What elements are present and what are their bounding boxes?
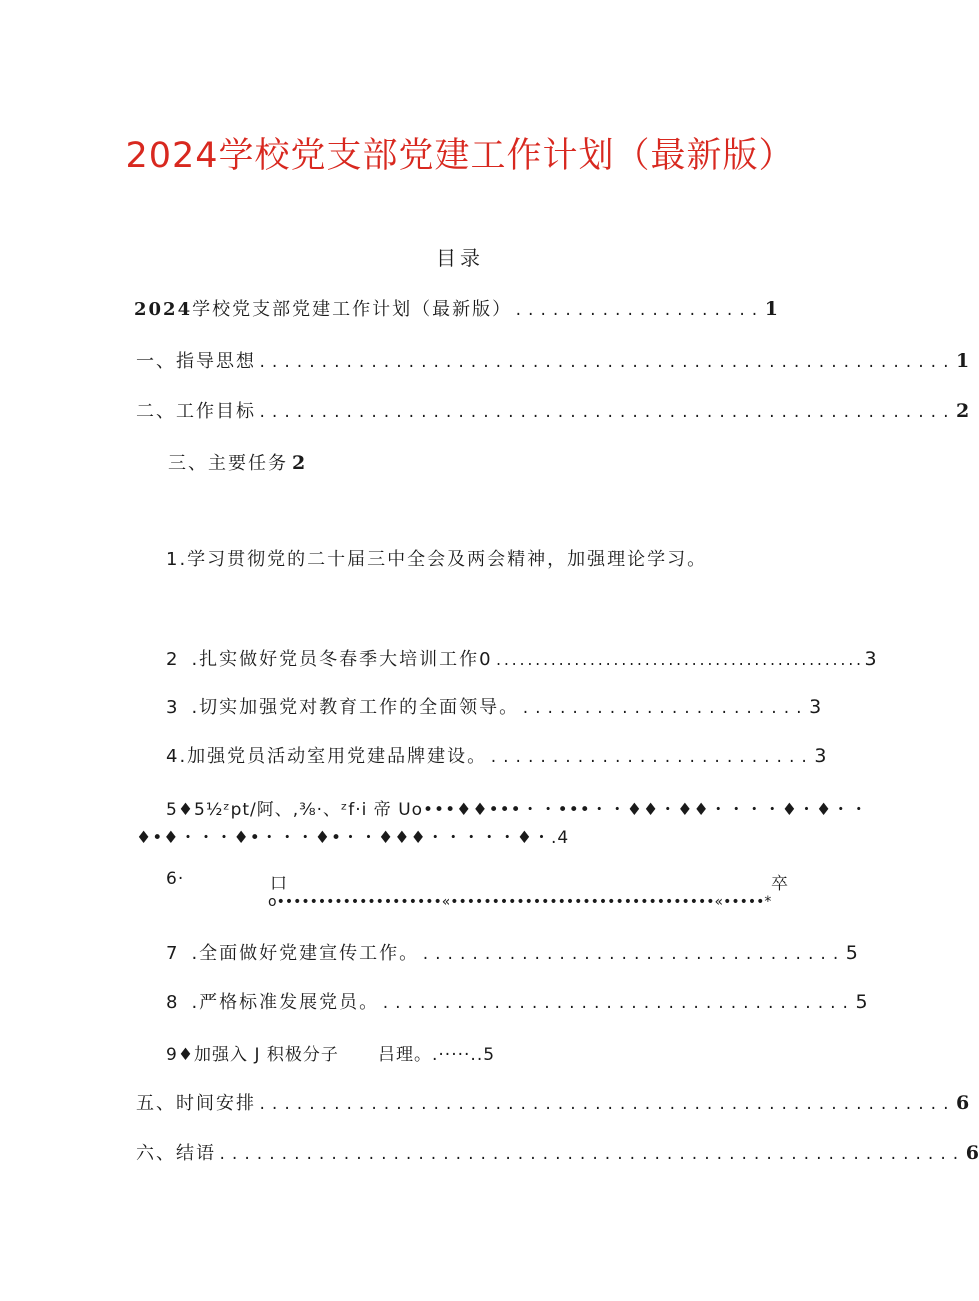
toc-entry-label: 学校党支部党建工作计划（最新版） — [192, 299, 513, 320]
toc-entry-label: .全面做好党建宣传工作。 — [191, 943, 420, 964]
toc-page-number: 3 — [814, 745, 827, 767]
toc-page-number: 2 — [956, 400, 970, 422]
toc-entry-main-tasks[interactable] — [168, 449, 305, 477]
toc-page-number: 5 — [845, 942, 858, 964]
toc-entry-task-5-line1[interactable]: 5♦5½ᶻpt/阿、,⅜·、ᶻf·i 帝 Uo•••♦♦•••・・•••・・♦♦・♦♦・・・・♦・♦・・ — [166, 800, 869, 820]
toc-entry-guiding-thought[interactable] — [136, 347, 970, 375]
toc-leader-dots: .......................... — [489, 750, 813, 766]
toc-entry-task-6-box: 口 — [270, 874, 288, 894]
toc-entry-label: .严格标准发展党员。 — [191, 992, 380, 1013]
toc-leader-dots: ............................................................ — [218, 1147, 964, 1163]
toc-entry-task-9[interactable]: 9♦加强入 J 积极分子 — [166, 1045, 339, 1065]
toc-leader-dots: ...................................... — [381, 996, 854, 1012]
toc-entry-task-7[interactable] — [166, 939, 858, 967]
toc-page-number: 3 — [864, 648, 877, 670]
toc-entry-label: .扎实做好党员冬春季大培训工作0 — [191, 649, 493, 670]
toc-page-number: 3 — [809, 696, 822, 718]
toc-leader-dots: ............................................... — [494, 654, 863, 669]
toc-entry-number: 8 — [166, 992, 178, 1013]
toc-page-number: 6 — [956, 1092, 970, 1114]
toc-entry-task-4[interactable] — [166, 742, 827, 770]
toc-leader-dots: .................................. — [421, 947, 844, 963]
toc-entry-conclusion[interactable] — [136, 1139, 979, 1167]
toc-page-number: 6 — [965, 1142, 979, 1164]
toc-entry-number: 7 — [166, 943, 178, 964]
toc-entry-year: 2024 — [134, 299, 193, 320]
toc-entry-title[interactable] — [134, 295, 778, 323]
toc-entry-task-3[interactable] — [166, 693, 822, 721]
toc-entry-task-5-line2: ♦•♦・・・♦•・・・♦•・・♦♦♦・・・・・♦・.4 — [136, 828, 570, 848]
toc-page-number: 2 — [292, 452, 306, 474]
toc-entry-task-8[interactable] — [166, 988, 868, 1016]
toc-entry-task-9-tail: 吕理。.·····..5 — [378, 1045, 496, 1065]
toc-entry-task-6-number[interactable]: 6· — [166, 869, 185, 889]
toc-entry-label: 4.加强党员活动室用党建品牌建设。 — [166, 746, 488, 767]
toc-leader-dots: ........................................................ — [258, 1097, 955, 1113]
toc-entry-label: 1.学习贯彻党的二十届三中全会及两会精神，加强理论学习。 — [166, 549, 708, 570]
toc-page-number: 1 — [956, 350, 970, 372]
toc-leader-dots: ........................................................ — [258, 355, 955, 371]
toc-page-number: 1 — [764, 298, 778, 320]
toc-entry-label: 二、工作目标 — [136, 401, 256, 422]
document-title: 2024学校党支部党建工作计划（最新版） — [125, 136, 795, 176]
toc-entry-task-6-right: 卒 — [771, 874, 789, 894]
toc-page-number: 5 — [855, 991, 868, 1013]
toc-entry-label: 六、结语 — [136, 1143, 216, 1164]
toc-entry-task-1[interactable] — [166, 546, 707, 574]
toc-leader-dots: .................... — [514, 303, 763, 319]
toc-entry-label: 五、时间安排 — [136, 1093, 256, 1114]
toc-leader-dots: ........................................................ — [258, 405, 955, 421]
toc-entry-task-2[interactable] — [166, 645, 877, 673]
toc-entry-label: 一、指导思想 — [136, 351, 256, 372]
toc-entry-work-goals[interactable] — [136, 397, 970, 425]
toc-leader-dots: ....................... — [521, 701, 808, 717]
toc-entry-task-6-line2: o••••••••••••••••••••«••••••••••••••••••••••••••••••••«•••••* — [268, 894, 772, 910]
toc-entry-number: 3 — [166, 697, 178, 718]
toc-entry-label: 三、主要任务 — [168, 453, 288, 474]
toc-entry-schedule[interactable] — [136, 1089, 970, 1117]
toc-heading: 目录 — [436, 246, 484, 270]
toc-entry-label: .切实加强党对教育工作的全面领导。 — [191, 697, 520, 718]
toc-entry-number: 2 — [166, 649, 178, 670]
